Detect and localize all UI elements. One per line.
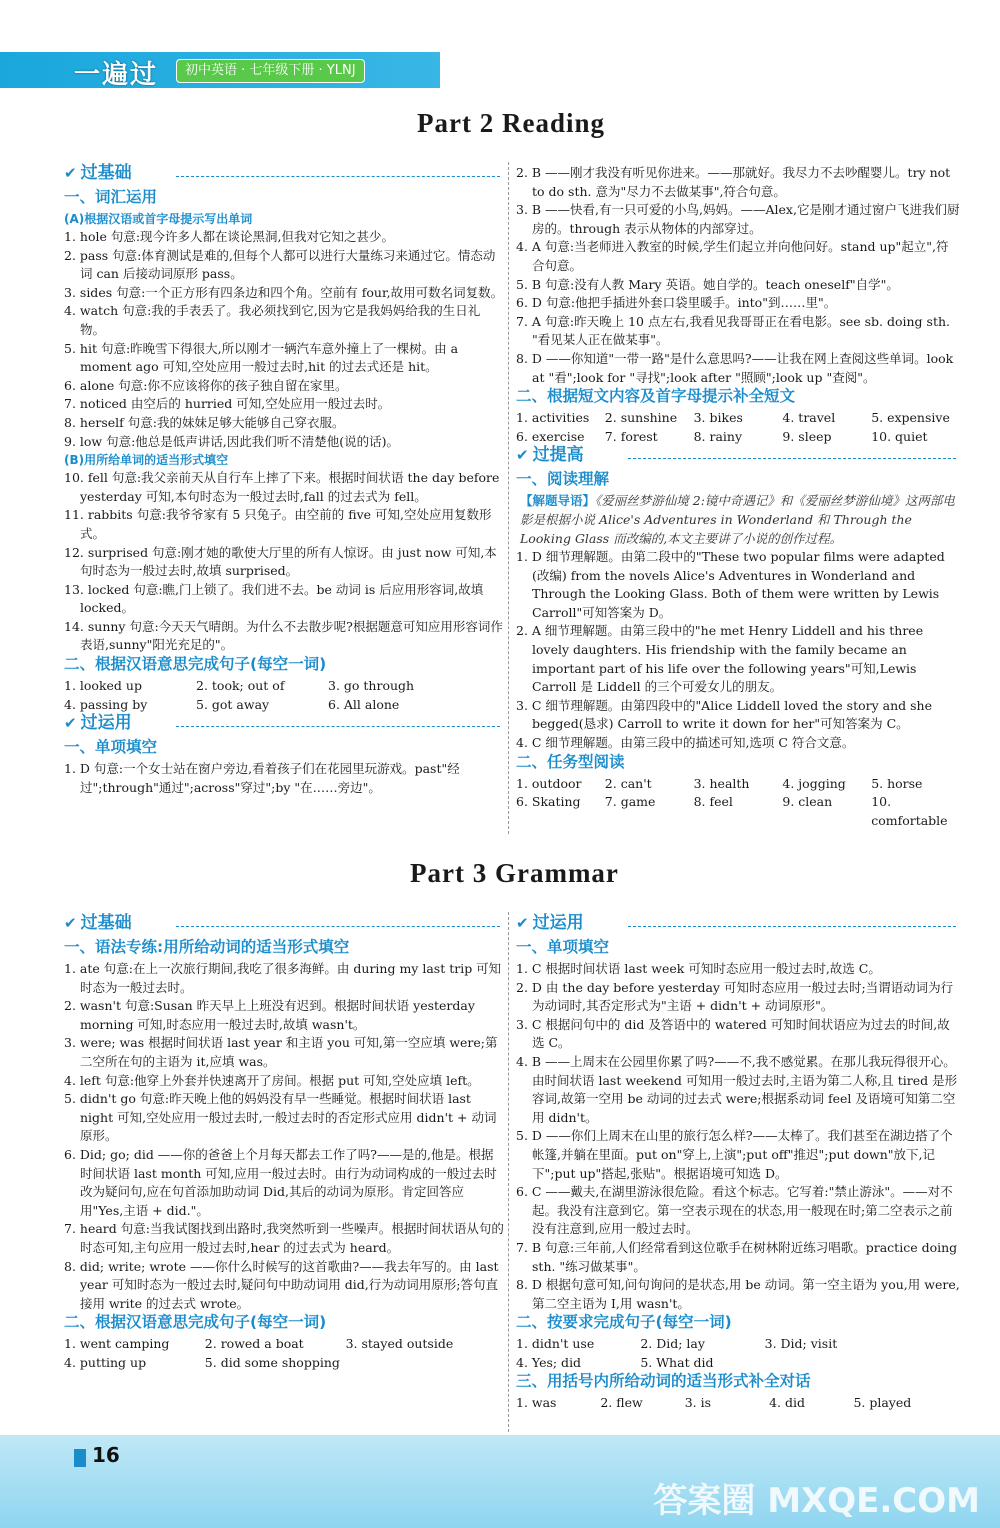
answer-item: 3. C 根据问句中的 did 及答语中的 watered 可知时间状语应为过去的时间,故选 C。 — [516, 1016, 950, 1051]
answer-grid — [64, 677, 504, 714]
answer-item: 1. hole 句意:现今许多人都在谈论黑洞,但我对它知之甚少。 — [64, 229, 395, 244]
answer-item: 3. stayed outside — [345, 1336, 454, 1352]
answer-item: 2. D 由 the day before yesterday 可知时态应用一般过去时;当谓语动词为行为动词时,其否定形式为"主语 + didn't + 动词原形"。 — [516, 979, 954, 1014]
section-header: ✔ 过运用 — [516, 914, 960, 938]
answer-item: 6. All alone — [328, 696, 400, 712]
answer-item: 1. D 细节理解题。由第二段中的"These two popular films were adapted (改编) from the novels Alice's Adventures in Wonderland and Through the Looking Glass. Both of them were written by Lewis Carroll"可知答案为 D。 — [516, 549, 945, 620]
subsection-title: 二、任务型阅读 — [516, 752, 625, 771]
answer-item: 2. flew — [600, 1395, 643, 1411]
answer-list — [64, 960, 504, 1313]
header-bar — [0, 52, 1000, 88]
answer-item: 13. locked 句意:瞧,门上锁了。我们进不去。be 动词 is 后应用形容词,故填 locked。 — [64, 581, 484, 616]
check-icon: ✔ — [64, 914, 77, 932]
answer-item: 2. sunshine — [604, 410, 678, 426]
answer-item: 6. Did; go; did ——你的爸爸上个月每天都去工作了吗?——是的,他是。根据时间状语 last month 可知,应用一般过去时。由行为动词构成的一般过去时改为疑问句,应在句首添加助动词 Did,其后的动词为原形。肯定回答应用"Yes,主语 + did."。 — [64, 1146, 497, 1218]
answer-item: 2. A 细节理解题。由第三段中的"he met Henry Liddell and his three lovely daughters. His friendship with the family became an important part of his life over the following years"可知,Lewis Carroll 是 Liddell 的三个可爱女儿的朋友。 — [516, 623, 924, 695]
answer-grid — [516, 775, 960, 831]
answer-item: 6. alone 句意:你不应该将你的孩子独自留在家里。 — [64, 377, 348, 393]
answer-item: 1. looked up — [64, 678, 142, 694]
answer-item: 8. D ——你知道"一带一路"是什么意思吗?——让我在网上查阅这些单词。look at "看";look for "寻找";look after "照顾";look up "查阅"。 — [516, 350, 954, 385]
answer-item: 1. outdoor — [516, 775, 582, 791]
subsection-title: 一、阅读理解 — [516, 470, 610, 489]
answer-grid — [64, 1335, 504, 1372]
answer-item: 2. rowed a boat — [204, 1336, 304, 1352]
answer-grid — [516, 409, 960, 446]
answer-item: 8. herself 句意:我的妹妹足够大能够自己穿衣服。 — [64, 414, 345, 430]
part3-title: Part 3 Grammar — [410, 858, 619, 888]
answer-item: 5. horse — [871, 775, 923, 791]
answer-item: 9. sleep — [782, 428, 832, 444]
part2-right-column — [516, 164, 960, 830]
answer-item: 2. B ——刚才我没有听见你进来。——那就好。我尽力不去吵醒婴儿。try not to do sth. 意为"尽力不去做某事",符合句意。 — [516, 165, 951, 199]
answer-item: 10. comfortable — [871, 794, 948, 828]
answer-item: 1. D 句意:一个女士站在窗户旁边,看着孩子们在花园里玩游戏。past"经过";through"通过";across"穿过";by "在……旁边"。 — [64, 761, 460, 795]
answer-item: 4. watch 句意:我的手表丢了。我必须找到它,因为它是我妈妈给我的生日礼物。 — [64, 303, 481, 337]
answer-item: 2. wasn't 句意:Susan 昨天早上上班没有迟到。根据时间状语 yesterday morning 可知,时态应用一般过去时,故填 wasn't。 — [64, 998, 475, 1032]
answer-item: 1. C 根据时间状语 last week 可知时态应用一般过去时,故选 C。 — [516, 961, 881, 976]
answer-item: 7. game — [604, 794, 656, 810]
answer-item: 2. Did; lay — [640, 1336, 705, 1352]
answer-item: 6. exercise — [516, 428, 585, 444]
answer-item: 2. took; out of — [196, 678, 285, 694]
answer-item: 4. putting up — [64, 1354, 147, 1370]
section-header: ✔ 过提高 — [516, 446, 960, 470]
answer-list — [64, 469, 504, 655]
answer-item: 12. surprised 句意:刚才她的歌使大厅里的所有人惊讶。由 just now 可知,本句时态为一般过去时,故填 surprised。 — [64, 544, 497, 579]
answer-list — [64, 228, 504, 451]
answer-item: 4. A 句意:当老师进入教室的时候,学生们起立并向他问好。stand up"起立",符合句意。 — [516, 239, 949, 273]
subsection-label: (A)根据汉语或首字母提示写出单词 — [64, 212, 253, 226]
answer-item: 6. C ——戴夫,在湖里游泳很危险。看这个标志。它写着:"禁止游泳"。——对不起。我没有注意到它。第一空表示现在的状态,用一般现在时;第二空表示之前没有注意到,应用一般过去时。 — [516, 1184, 953, 1237]
answer-item: 7. heard 句意:当我试图找到出路时,我突然听到一些噪声。根据时间状语从句的时态可知,主句应用一般过去时,hear 的过去式为 heard。 — [64, 1221, 504, 1255]
column-divider — [508, 912, 509, 1432]
part3-left-column — [64, 914, 504, 1372]
page-number: 16 — [92, 1443, 120, 1467]
answer-list — [516, 548, 960, 753]
answer-item: 8. feel — [693, 794, 733, 810]
answer-item: 1. didn't use — [516, 1336, 595, 1352]
answer-item: 7. A 句意:昨天晚上 10 点左右,我看见我哥哥正在看电影。see sb. doing sth. "看见某人正在做某事"。 — [516, 313, 950, 348]
answer-item: 11. rabbits 句意:我爷爷家有 5 只兔子。由空前的 five 可知,空处应用复数形式。 — [64, 507, 492, 541]
answer-item: 6. Skating — [516, 794, 581, 810]
answer-item: 3. is — [684, 1395, 712, 1411]
answer-item: 10. quiet — [871, 428, 928, 444]
answer-item: 4. Yes; did — [516, 1354, 582, 1370]
answer-item: 5. didn't go 句意:昨天晚上他的妈妈没有早一些睡觉。根据时间状语 last night 可知,空处应用一般过去时,一般过去时的否定形式应用 didn't + 动词原形。 — [64, 1091, 497, 1144]
answer-list — [64, 760, 504, 797]
answer-item: 5. got away — [196, 696, 270, 712]
answer-item: 7. B 句意:三年前,人们经常看到这位歌手在树林附近练习唱歌。practice doing sth. "练习做某事"。 — [516, 1239, 958, 1274]
answer-item: 6. D 句意:他把手插进外套口袋里暖手。into"到……里"。 — [516, 295, 837, 311]
column-divider — [508, 162, 509, 834]
subsection-label: (B)用所给单词的适当形式填空 — [64, 453, 229, 468]
watermark: 答案圈 MXQE.COM — [653, 1481, 980, 1521]
subsection-title: 二、根据汉语意思完成句子(每空一词) — [64, 655, 327, 674]
answer-item: 9. low 句意:他总是低声讲话,因此我们听不清楚他(说的话)。 — [64, 433, 400, 449]
book-subtitle: 初中英语 · 七年级下册 · YLNJ — [176, 59, 365, 83]
subsection-title: 一、词汇运用 — [64, 188, 158, 206]
answer-item: 3. health — [693, 775, 750, 791]
answer-item: 4. passing by — [64, 696, 148, 712]
subsection-title: 二、根据短文内容及首字母提示补全短文 — [516, 387, 796, 406]
book-logo: 一遍过 — [74, 60, 159, 90]
answer-item: 8. D 根据句意可知,问句询问的是状态,用 be 动词。第一空主语为 you,用 were,第二空主语为 I,用 wasn't。 — [516, 1277, 960, 1311]
subsection-title: 三、用括号内所给动词的适当形式补全对话 — [516, 1372, 811, 1391]
answer-item: 14. sunny 句意:今天天气晴朗。为什么不去散步呢?根据题意可知应用形容词作表语,sunny"阳光充足的"。 — [64, 618, 503, 653]
answer-item: 3. go through — [328, 678, 415, 694]
answer-item: 7. forest — [604, 428, 658, 444]
answer-item: 1. activities — [516, 410, 590, 426]
answer-item: 8. rainy — [693, 428, 743, 444]
answer-item: 3. were; was 根据时间状语 last year 和主语 you 可知,第一空应填 were;第二空所在句的主语为 it,应填 was。 — [64, 1035, 498, 1069]
part2-left-column — [64, 164, 504, 797]
answer-item: 4. C 细节理解题。由第三段中的描述可知,选项 C 符合文意。 — [516, 735, 855, 751]
answer-list — [516, 164, 960, 387]
answer-item: 3. Did; visit — [764, 1336, 838, 1352]
answer-item: 5. expensive — [871, 410, 950, 426]
subsection-title: 一、语法专练:用所给动词的适当形式填空 — [64, 938, 350, 956]
subsection-title: 一、单项填空 — [64, 738, 158, 757]
part3-right-column — [516, 914, 960, 1413]
answer-grid — [516, 1335, 960, 1372]
answer-item: 10. fell 句意:我父亲前天从自行车上摔了下来。根据时间状语 the day before yesterday 可知,本句时态为一般过去时,fall 的过去式为 fell。 — [64, 470, 500, 504]
answer-item: 1. ate 句意:在上一次旅行期间,我吃了很多海鲜。由 during my last trip 可知时态为一般过去时。 — [64, 961, 502, 995]
answer-item: 5. B 句意:没有人教 Mary 英语。她自学的。teach oneself"自学"。 — [516, 276, 899, 292]
answer-item: 5. What did — [640, 1354, 714, 1370]
check-icon: ✔ — [64, 164, 77, 182]
check-icon: ✔ — [64, 714, 77, 733]
answer-item: 2. can't — [604, 775, 652, 791]
reading-guide: 【解题导语】《爱丽丝梦游仙境 2:镜中奇遇记》和《爱丽丝梦游仙境》这两部电影是根据小说 Alice's Adventures in Wonderland 和 Through the Looking Glass 而改编的,本文主要讲了小说的创作过程。 — [520, 493, 955, 546]
answer-item: 5. played — [853, 1395, 912, 1411]
answer-item: 3. bikes — [693, 410, 743, 426]
answer-item: 9. clean — [782, 794, 833, 810]
section-header: ✔ 过基础 — [64, 164, 504, 188]
subsection-title: 二、按要求完成句子(每空一词) — [516, 1313, 732, 1332]
answer-item: 3. C 细节理解题。由第四段中的"Alice Liddell loved the story and she begged(恳求) Carroll to write it down for her"可知答案为 C。 — [516, 697, 932, 732]
answer-item: 5. hit 句意:昨晚雪下得很大,所以刚才一辆汽车意外撞上了一棵树。由 a moment ago 可知,空处应用一般过去时,hit 的过去式还是 hit。 — [64, 340, 459, 375]
answer-list — [516, 960, 960, 1313]
answer-item: 4. travel — [782, 410, 836, 426]
answer-item: 1. went camping — [64, 1336, 170, 1352]
page-marker — [74, 1449, 86, 1467]
subsection-title: 二、根据汉语意思完成句子(每空一词) — [64, 1313, 327, 1332]
part2-title: Part 2 Reading — [417, 108, 605, 138]
page-footer — [0, 1435, 1000, 1528]
answer-item: 3. B ——快看,有一只可爱的小鸟,妈妈。——Alex,它是刚才通过窗户飞进我们厨房的。through 表示从物体的内部穿过。 — [516, 202, 960, 236]
check-icon: ✔ — [516, 446, 529, 465]
section-header: ✔ 过基础 — [64, 914, 504, 938]
answer-item: 4. left 句意:他穿上外套并快速离开了房间。根据 put 可知,空处应填 left。 — [64, 1072, 480, 1088]
answer-item: 7. noticed 由空后的 hurried 可知,空处应用一般过去时。 — [64, 396, 391, 412]
answer-grid — [516, 1394, 960, 1413]
answer-item: 4. did — [769, 1395, 805, 1411]
section-header: ✔ 过运用 — [64, 714, 504, 738]
answer-item: 5. D ——你们上周末在山里的旅行怎么样?——太棒了。我们甚至在湖边搭了个帐篷,并躺在里面。put on"穿上,上演";put off"推迟";put down"放下,记下";put up"搭起,张贴"。根据语境可知选 D。 — [516, 1128, 953, 1181]
answer-item: 4. jogging — [782, 775, 846, 791]
answer-item: 5. did some shopping — [204, 1354, 340, 1370]
answer-item: 2. pass 句意:体育测试是难的,但每个人都可以进行大量练习来通过它。情态动词 can 后接动词原形 pass。 — [64, 247, 496, 282]
answer-item: 3. sides 句意:一个正方形有四条边和四个角。空前有 four,故用可数名词复数。 — [64, 284, 504, 300]
check-icon: ✔ — [516, 914, 529, 932]
answer-item: 1. was — [516, 1395, 557, 1411]
subsection-title: 一、单项填空 — [516, 938, 610, 956]
answer-item: 4. B ——上周末在公园里你累了吗?——不,我不感觉累。在那儿我玩得很开心。由时间状语 last weekend 可知用一般过去时,主语为第二人称,且 tired 是形容词,故第一空用 be 动词的过去式 were;根据系动词 feel 及语境可知第二空用 didn't。 — [516, 1053, 958, 1125]
answer-item: 8. did; write; wrote ——你什么时候写的这首歌曲?——我去年写的。由 last year 可知时态为一般过去时,疑问句中助动词用 did,行为动词用原形;答句直接用 write 的过去式 wrote。 — [64, 1258, 499, 1311]
